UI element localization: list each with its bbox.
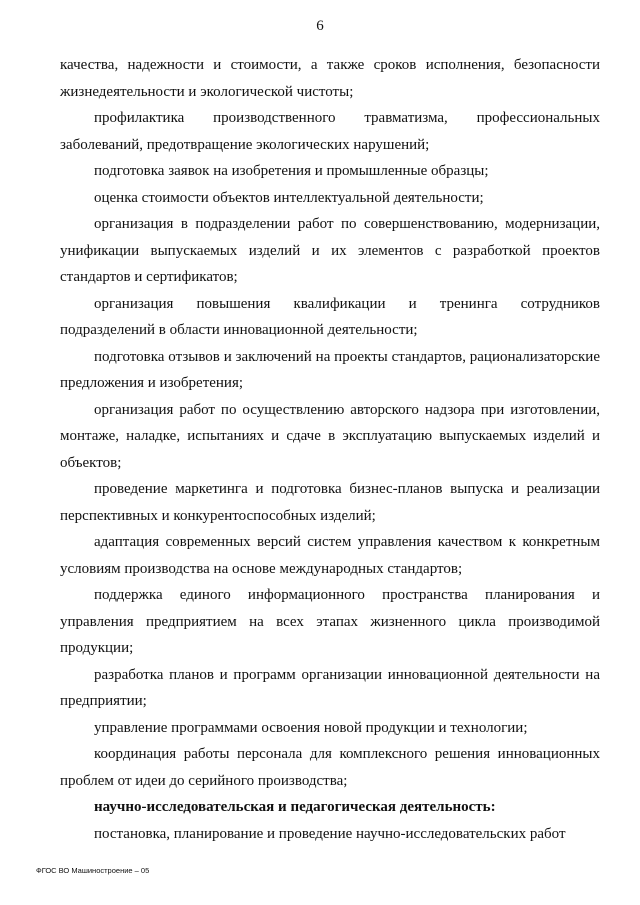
document-body	[60, 52, 600, 847]
paragraph-program-management: управление программами освоения новой продукции и технологии;	[94, 719, 528, 736]
paragraph-reviews: подготовка отзывов и заключений на проекты стандартов, рационализаторские предложения и изобретения;	[60, 348, 600, 391]
paragraph-modernization: организация в подразделении работ по совершенствованию, модернизации, унификации выпускаемых изделий и их элементов с разработкой проектов стандартов и сертификатов;	[60, 216, 600, 285]
page-number: 6	[316, 18, 324, 34]
paragraph-supervision: организация работ по осуществлению авторского надзора при изготовлении, монтаже, наладке, испытаниях и сдаче в эксплуатацию выпускаемых изделий и объектов;	[60, 401, 600, 471]
paragraph-marketing: проведение маркетинга и подготовка бизнес-планов выпуска и реализации перспективных и конкурентоспособных изделий;	[60, 481, 600, 524]
paragraph-innovation-plans: разработка планов и программ организации инновационной деятельности на предприятии;	[60, 666, 600, 709]
paragraph-quality-systems: адаптация современных версий систем управления качеством к конкретным условиям производства на основе международных стандартов;	[60, 534, 600, 577]
paragraph-ip-valuation: оценка стоимости объектов интеллектуальной деятельности;	[94, 189, 484, 206]
page-footer: ФГОС ВО Машиностроение – 05	[36, 866, 150, 875]
paragraph-coordination: координация работы персонала для комплексного решения инновационных проблем от идеи до серийного производства;	[60, 746, 600, 789]
paragraph-injury-prevention: профилактика производственного травматизма, профессиональных заболеваний, предотвращение экологических нарушений;	[60, 110, 600, 153]
paragraph-research: постановка, планирование и проведение научно-исследовательских работ	[94, 825, 566, 842]
paragraph-training: организация повышения квалификации и тренинга сотрудников подразделений в области инновационной деятельности;	[60, 295, 600, 338]
paragraph-information-space: поддержка единого информационного пространства планирования и управления предприятием на всех этапах жизненного цикла производимой продукции;	[60, 587, 600, 656]
paragraph-patent-applications: подготовка заявок на изобретения и промышленные образцы;	[94, 163, 489, 179]
section-heading: научно-исследовательская и педагогическая деятельность:	[94, 799, 496, 815]
paragraph-quality: качества, надежности и стоимости, а также сроков исполнения, безопасности жизнедеятельности и экологической чистоты;	[60, 57, 600, 100]
